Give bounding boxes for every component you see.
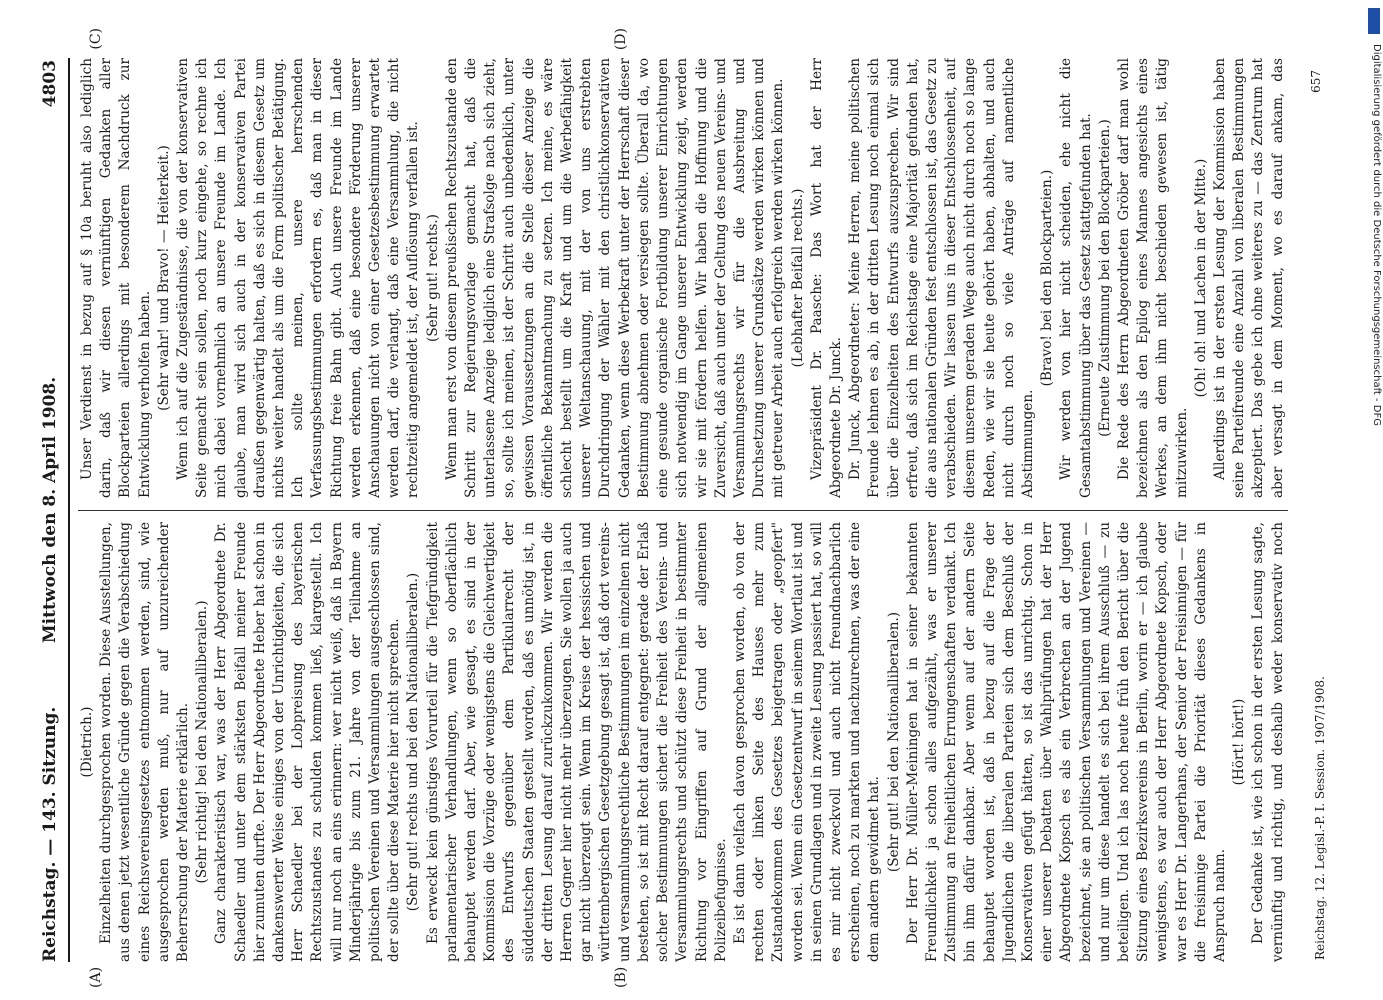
header-center: Mittwoch den 8. April 1908. — [40, 376, 60, 644]
margin-mark-b: (B) — [613, 966, 629, 988]
paragraph: Der Gedanke ist, wie ich schon in der ersten Lesung sagte, vernünftig und richtig, und deshalb weder konservativ noch — [1250, 522, 1286, 962]
page-header — [28, 50, 72, 970]
left-column — [78, 522, 1288, 962]
margin-mark-a: (A) — [88, 966, 104, 988]
paragraph: Dr. Junck, Abgeordneter: Meine Herren, meine politischen Freunde lehnen es ab, in der dritten Lesung noch einmal sich über die Einzelheiten des Entwurfs auszusprechen. Wir sind erfreut, daß sich im Reichstage eine Majorität gefunden hat, die aus nationalen Gründen fest entschlossen ist, das Gesetz zu verabschieden. Wir lassen uns in dieser Entschlossenheit, auf diesem unserem geraden Wege auch nicht durch noch so lange Reden, wie wir sie heute gehört haben, abhalten, und auch nicht durch noch so viele Anträge auf namentliche Abstimmungen. — [847, 58, 1036, 498]
page-number: 4803 — [40, 60, 60, 108]
interjection: (Sehr wahr! und Bravo! — Heiterkeit.) — [155, 145, 172, 411]
paragraph: Es ist dann vielfach davon gesprochen worden, ob von der rechten oder linken Seite des Hauses mehr zum Zustandekommen des Gesetzes beigetragen oder „geopfert" worden sei. Wenn ein Gesetzentwurf in seinem Wortlaut ist und in seinen Grundlagen und in zweite Lesung passiert hat, so will es mir nicht zweckvoll und auch nicht freundnachbarlich erscheinen, noch zu markten und nachzurechnen, was der eine dem andern gewidmet hat. — [731, 522, 883, 962]
footer-number: 657 — [1309, 70, 1323, 93]
paragraph: Die Rede des Herrn Abgeordneten Gröber darf man wohl bezeichnen als den Epilog eines Mannes angesichts eines Werkes, an dem ihm nicht beschieden gewesen ist, tätig mitzuwirken. — [1115, 58, 1190, 498]
column-separator — [78, 510, 1288, 511]
interjection: (Sehr gut! rechts und bei den Nationalliberalen.) — [405, 572, 422, 912]
paragraph: Ganz charakteristisch war, was der Herr Abgeordnete Dr. Schaedler und unter dem stärksten Beifall meiner Freunde hier zumuten durfte. Der Herr Abgeordnete Heber hat schon in dankenswerter Weise einiges von der Unrichtigkeiten, die sich Herr Schaedler bei der Lobpreisung des bayerischen Rechtszustandes zu schulden kommen ließ, klargestellt. Ich will nur noch an eins erinnern: wer nicht weiß, daß in Bayern Minderjährige bis zum 21. Jahre von der Teilnahme an politischen Vereinen und Versammlungen ausgeschlossen sind, der sollte über diese Materie hier nicht sprechen. — [213, 522, 403, 962]
paragraph: Allerdings ist in der ersten Lesung der Kommission haben seine Parteifreunde eine Anzahl von liberalen Bestimmungen akzeptiert. Das gebe ich ohne weiteres zu — das Zentrum hat aber versagt in dem Moment, wo es darauf ankam, das — [1211, 58, 1286, 498]
paragraph: Wenn man erst von diesem preußischen Rechtszustande den Schritt zur Regierungsvorlage gemacht hat, daß die unterlassene Anzeige lediglich eine Strafsolge nach sich zieht, so, sollte ich meinen, ist der Schritt auch unbedenklich, unter gewissen Voraussetzungen an die Stelle dieser Anzeige die öffentliche Bekanntmachung zu setzen. Ich meine, es wäre schlecht bestellt um die Kraft und um die Werbefähigkeit unserer Weltanschauung, mit der von uns erstrebten Durchdringung der Wähler mit den christlichkonservativen Gedanken, wenn diese Werbekraft unter der Herrschaft dieser Bestimmung abnehmen oder versiegen sollte. Überall da, wo eine gesunde organische Fortbildung unserer Einrichtungen sich notwendig im Gange unserer Entwicklung zeigt, werden wir sie mit fördern helfen. Wir haben die Hoffnung und die Zuversicht, daß auch unter der Geltung des neuen Vereins- und Versammlungsrechts wir für die Ausbreitung und Durchsetzung unserer Grundsätze werden wirken können und mit getreuer Arbeit auch erfolgreich werden wirken können. — [443, 58, 787, 498]
margin-mark-d: (D) — [613, 28, 629, 51]
paragraph: Unser Verdienst in bezug auf § 10a beruht also lediglich darin, daß wir diesen vernünftigen Gedanken aller Blockparteien allerdings mit besonderem Nachdruck zur Entwicklung verholfen haben. — [79, 58, 153, 498]
paragraph: Vizepräsident Dr. Paasche: Das Wort hat der Herr Abgeordnete Dr. Junck. — [808, 58, 844, 498]
interjection: (Sehr gut! rechts.) — [424, 214, 441, 342]
footer-left: Reichstag. 12. Legisl.-P. I. Session. 1907/1908. — [1313, 676, 1327, 960]
interjection: (Oh! oh! und Lachen in der Mitte.) — [1192, 158, 1209, 398]
header-left: Reichstag. — 143. Sitzung. — [40, 706, 60, 962]
right-column — [78, 58, 1288, 498]
interjection: (Sehr gut! bei den Nationalliberalen.) — [885, 611, 902, 873]
paragraph: Wenn ich auf die Zugeständnisse, die von der konservativen Seite gemacht sein sollen, noch kurz eingehe, so rechne ich mich dabei vornehmlich an unsere Freunde im Lande. Ich glaube, man wird sich auch in der konservativen Partei draußen gegenwärtig halten, daß es sich in diesem Gesetz um nichts weiter handelt als um die Form politischer Betätigung. Ich sollte meinen, unsere herrschenden Verfassungsbestimmungen erfordern es, daß man in dieser Richtung freie Bahn gibt. Auch unsere Freunde im Lande werden erkennen, daß eine besondere Förderung unserer Anschauungen nicht von einer Gesetzesbestimmung erwartet werden darf, die verlangt, daß eine Versammlung, die nicht rechtzeitig angemeldet ist, der Auflösung verfallen ist. — [175, 58, 422, 498]
interjection: (Bravo! bei den Blockparteien.) — [1039, 169, 1056, 387]
paragraph: Einzelheiten durchgesprochen worden. Diese Ausstellungen, aus denen jetzt wesentliche Gründe gegen die Verabschiedung eines Reichsvereinsgesetzes entnommen werden, sind, wie ausgesprochen werden muß, nur auf unzureichender Beherrschung der Materie erklärlich. — [98, 522, 192, 962]
interjection: (Erneute Zustimmung bei den Blockparteien.) — [1096, 119, 1113, 437]
margin-mark-c: (C) — [88, 28, 104, 50]
interjection: (Sehr richtig! bei den Nationalliberalen.) — [194, 600, 211, 884]
paragraph: Der Herr Dr. Müller-Meiningen hat in seiner bekannten Freundlichkeit ja schon alles aufgezählt, was er unserer Zustimmung an freiheitlichen Errungenschaften verdankt. Ich bin ihm dafür dankbar. Aber wenn auf der andern Seite behauptet worden ist, daß in bezug auf die Frage der Jugendlichen die liberalen Parteien sich dem Beschluß der Konservativen gefügt hätten, so ist das unrichtig. Schon in einer unserer Debatten über Wahlprüfungen hat der Herr Abgeordnete Kopsch es als ein Verbrechen an der Jugend bezeichnet, sie an politischen Versammlungen und Vereinen — und nur um diese handelt es sich bei ihrem Ausschluß — zu beteiligen. Und ich las noch heute früh den Bericht über die Sitzung eines Bezirksvereins in Berlin, worin er — ich glaube wenigstens, es war auch der Herr Abgeordnete Kopsch, oder war es Herr Dr. Langerhans, der Senior der Freisinnigen — für die freisinnige Partei die Priorität dieses Gedankens in Anspruch nahm. — [904, 522, 1228, 962]
interjection: (Dietrich.) — [79, 706, 95, 778]
paragraph: Wir werden von hier nicht scheiden, ehe nicht die Gesamtabstimmung über das Gesetz stattgefunden hat. — [1058, 58, 1094, 498]
interjection: (Lebhafter Beifall rechts.) — [789, 188, 806, 368]
header-rule — [68, 58, 70, 962]
dfg-credit-text: Digitalisierung gefördert durch die Deutsche Forschungsgemeinschaft - DFG — [1371, 44, 1382, 427]
newspaper-page — [28, 28, 1343, 988]
paragraph: Es erweckt kein günstiges Vorurteil für die Tiefgründigkeit parlamentarischer Verhandlungen, wenn so oberflächlich behauptet werden darf. Aber, wie gesagt, es sind in der Kommission die Vorzüge oder wenigstens die Gleichwertigkeit des Entwurfs gegenüber dem Partikularrecht der süddeutschen Staaten gestellt worden, daß es unnötig ist, in der dritten Lesung darauf zurückzukommen. Wir werden die Herren Gegner hier nicht mehr überzeugen. Sie wollen ja auch gar nicht überzeugt sein. Wenn im Kreise der hessischen und württembergischen Gesetzgebung gesagt ist, daß dort vereins- und versammlungsrechtliche Bestimmungen im einzelnen nicht bestehen, so ist mit Recht darauf entgegnet: gerade der Erlaß solcher Bestimmungen sichert die Freiheit des Vereins- und Versammlungsrechts und schützt diese Freiheit in bestimmter Richtung vor Eingriffen auf Grund der allgemeinen Polizeibefugnisse. — [424, 522, 729, 962]
interjection: (Hört! hört!) — [1231, 698, 1248, 786]
dfg-badge — [1368, 8, 1380, 34]
